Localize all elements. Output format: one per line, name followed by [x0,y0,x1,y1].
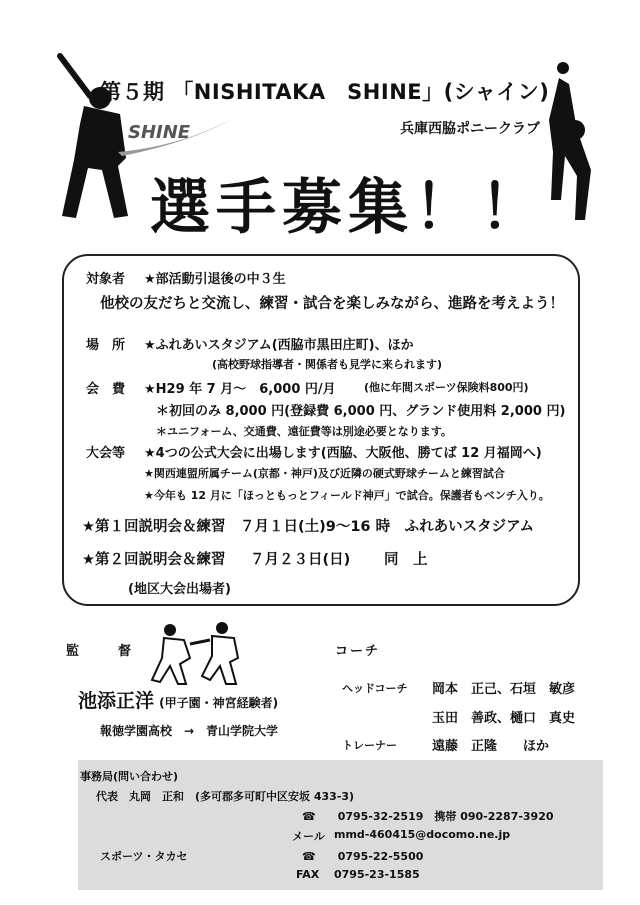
place-label: 場 所 [86,338,126,353]
tournament-note-1: ★関西連盟所属チーム(京都・神戸)及び近隣の硬式野球チームと練習試合 [144,467,505,480]
coach-label: コーチ [335,644,381,659]
head-coach-names-1: 岡本 正己、石垣 敏彦 [432,682,576,697]
fax-label: FAX [296,868,320,881]
manager-name: 池添正洋 [78,690,155,712]
trainer-names: 遠藤 正隆 ほか [432,739,550,754]
tournament-note-2: ★今年も 12 月に「ほっともっとフィールド神戸」で試合。保護者もベンチ入り。 [144,489,550,502]
head-coach-names-2: 玉田 善政、樋口 真史 [432,711,576,726]
manager-block [78,686,278,713]
shine-logo [112,112,242,160]
players-silhouette-icon [140,618,250,688]
fee-initial: ＊初回のみ 8,000 円(登録費 6,000 円、グランド使用料 2,000 円) [156,404,566,419]
mail-address[interactable]: mmd-460415@docomo.ne.jp [334,828,511,841]
manager-label: 監 督 [66,644,145,659]
fee-label: 会 費 [86,382,126,397]
trainer-label: トレーナー [342,739,397,752]
page-title: 第５期 「NISHITAKA SHINE」(シャイン) [100,80,550,104]
phone-2: ☎ 0795-22-5500 [302,850,424,863]
contact-box [78,760,603,890]
sponsor-name: スポーツ・タカセ [100,850,188,863]
place-value: ★ふれあいスタジアム(西脇市黒田庄町)、ほか [144,338,414,353]
fee-value: ★H29 年 7 月～ 6,000 円/月 [144,382,336,397]
session-2-note: (地区大会出場者) [128,582,231,597]
office-label: 事務局(問い合わせ) [80,770,179,783]
club-name: 兵庫西脇ポニークラブ [400,121,540,137]
fee-note: ＊ユニフォーム、交通費、遠征費等は別途必要となります。 [156,425,452,438]
session-2-place: 同 上 [384,552,428,568]
session-1: ★第１回説明会＆練習 ７月１日(土)9～16 時 ふれあいスタジアム [82,519,535,535]
tournament-label: 大会等 [86,446,126,461]
place-note: (高校野球指導者・関係者も見学に来られます) [212,358,443,371]
head-coach-label: ヘッドコーチ [342,682,408,695]
details-box [62,254,580,606]
session-2-date: ７月２３日(日) [250,552,351,568]
fax-number: 0795-23-1585 [334,868,420,881]
manager-note: (甲子園・神宮経験者) [159,696,279,710]
target-label: 対象者 [86,272,126,287]
main-heading: 選手募集！！ [150,173,546,243]
mail-label: メール [292,830,325,843]
target-message: 他校の友だちと交流し、練習・試合を楽しみながら、進路を考えよう！ [100,296,564,312]
tournament-value: ★4つの公式大会に出場します(西脇、大阪他、勝てば 12 月福岡へ) [144,446,542,461]
fee-value-note: (他に年間スポーツ保険料800円) [364,381,529,394]
representative: 代表 丸岡 正和 (多可郡多可町中区安坂 433-3) [96,790,355,803]
logo-text: SHINE [128,122,191,143]
phone-1: ☎ 0795-32-2519 携帯 090-2287-3920 [302,810,554,823]
session-2-title: ★第２回説明会＆練習 [82,552,226,568]
target-value: ★部活動引退後の中３生 [144,272,286,287]
manager-school: 報徳学園高校 → 青山学院大学 [100,724,279,738]
